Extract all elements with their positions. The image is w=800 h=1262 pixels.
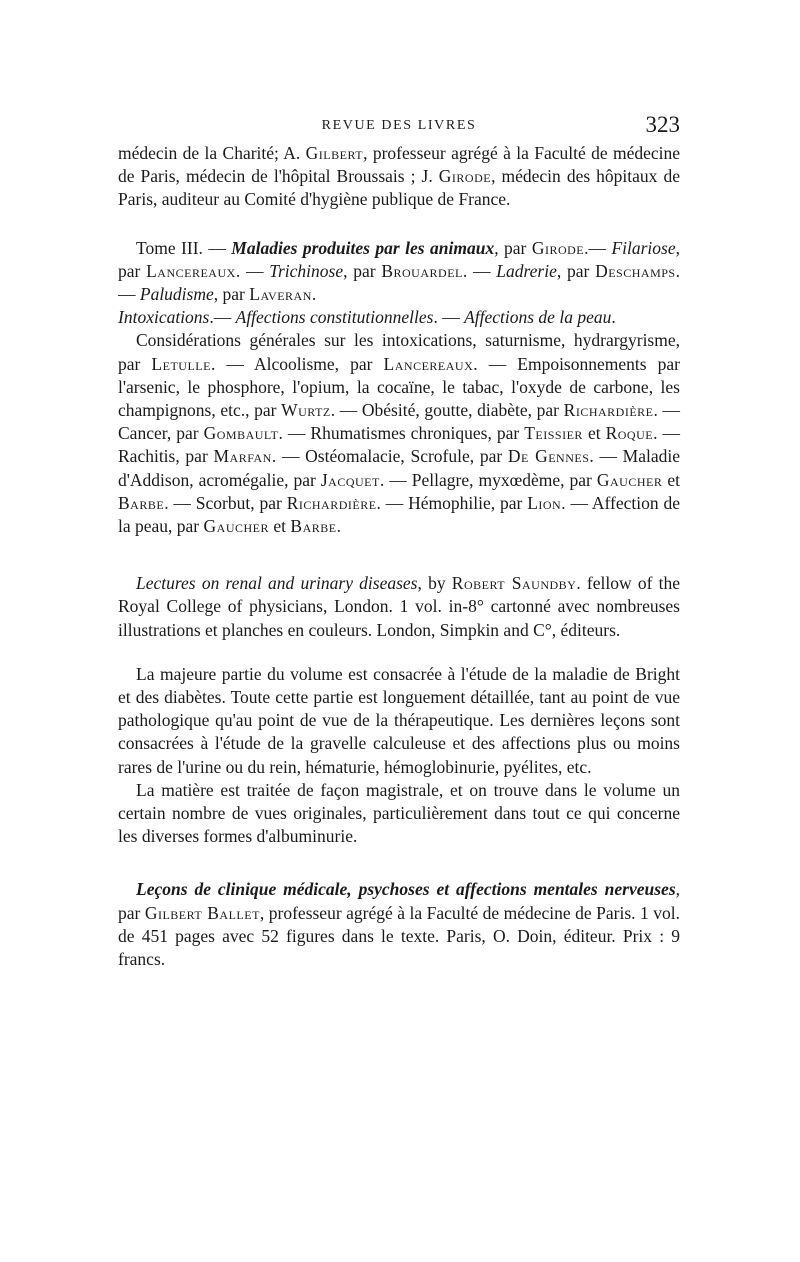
section-title: Intoxications: [118, 307, 210, 328]
review-body-paragraph: La majeure partie du volume est consacrée à l'étude de la maladie de Bright et des diabètes. Toute cette partie est longuement détaillée, tant au point de vue pathologique qu'au point de vue de la thérapeutique. Les dernières leçons sont consacrées à l'étude de la gravelle calculeuse et des affections plus ou moins rares de l'urine ou du rein, hématurie, hémoglobinurie, pyélites, etc.: [118, 663, 680, 777]
section-title: Affections de la peau: [464, 307, 612, 328]
author-name: De Gennes: [507, 446, 590, 467]
author-name: Lancereaux: [146, 260, 236, 281]
author-name: Brouardel: [381, 260, 463, 281]
author-name: Teissier: [524, 423, 583, 444]
author-name: Letulle: [151, 353, 211, 374]
page-number: 323: [645, 112, 680, 137]
topic-title: Ladrerie: [496, 260, 557, 281]
topic-title: Paludisme: [139, 284, 214, 305]
author-name: Robert Saundby: [451, 573, 577, 594]
author-name: Girode: [531, 237, 585, 258]
author-name: Gaucher: [596, 469, 663, 490]
review-heading-ballet: Leçons de clinique médicale, psychoses et affections mentales nerveuses, par Gilbert Ballet, professeur agrégé à la Faculté de médecine de Paris. 1 vol. de 451 pages avec 52 figures dans le texte. Paris, O. Doin, éditeur. Prix : 9 francs.: [118, 879, 680, 970]
author-name: Gombault: [203, 423, 279, 444]
author-name: Jacquet: [320, 469, 380, 490]
topic-title: Filariose: [611, 237, 676, 258]
book-title: Lectures on renal and urinary diseases: [136, 573, 418, 594]
page-header: [118, 112, 680, 142]
topic-title: Trichinose: [269, 260, 344, 281]
author-name: Barbe: [118, 492, 165, 513]
tome-three-paragraph: Tome III. — Maladies produites par les animaux, par Girode.— Filariose, par Lancereaux. — Trichinose, par Brouardel. — Ladrerie, par Deschamps. — Paludisme, par Laveran. Intoxications.— Affections constitutionnelles. — Affections de la peau.: [118, 237, 680, 328]
author-name: Gilbert Ballet: [144, 902, 260, 923]
section-title: Affections constitutionnelles: [235, 307, 434, 328]
author-name: Gilbert: [305, 143, 364, 163]
author-name: Deschamps: [595, 260, 676, 281]
author-name: Richardière: [286, 492, 377, 513]
intro-paragraph: médecin de la Charité; A. Gilbert, professeur agrégé à la Faculté de médecine de Paris, médecin de l'hôpital Broussais ; J. Girode, médecin des hôpitaux de Paris, auditeur au Comité d'hygiène publique de France.: [118, 143, 681, 210]
author-name: Lion: [527, 492, 562, 513]
author-name: Roque: [605, 423, 654, 444]
review-heading-saundby: Lectures on renal and urinary diseases, by Robert Saundby. fellow of the Royal College of physicians, London. 1 vol. in-8° cartonné avec nombreuses illustrations et planches en couleurs. London, Simpkin and C°, éditeurs.: [118, 573, 680, 640]
author-name: Richardière: [563, 400, 654, 421]
review-body-paragraph: La matière est traitée de façon magistrale, et on trouve dans le volume un certain nombre de vues originales, particulièrement dans tout ce qui concerne les diverses formes d'albuminurie.: [118, 779, 680, 847]
book-page: [118, 112, 680, 971]
author-name: Laveran: [249, 284, 312, 305]
author-name: Barbe: [290, 516, 337, 537]
author-name: Wurtz: [281, 400, 331, 421]
section-title: Maladies produites par les animaux: [231, 237, 495, 258]
running-title: REVUE DES LIVRES: [321, 118, 477, 133]
considerations-paragraph: Considérations générales sur les intoxications, saturnisme, hydrargyrisme, par Letulle. — Alcoolisme, par Lancereaux. — Empoisonnements par l'arsenic, le phosphore, l'opium, la cocaïne, le tabac, l'oxyde de carbone, les champignons, etc., par Wurtz. — Obésité, goutte, diabète, par Richardière. — Cancer, par Gombault. — Rhumatismes chroniques, par Teissier et Roque. — Rachitis, par Marfan. — Ostéomalacie, Scrofule, par De Gennes. — Maladie d'Addison, acromégalie, par Jacquet. — Pellagre, myxœdème, par Gaucher et Barbe. — Scorbut, par Richardière. — Hémophilie, par Lion. — Affection de la peau, par Gaucher et Barbe.: [118, 330, 681, 537]
author-name: Girode: [438, 166, 492, 187]
author-name: Gaucher: [203, 516, 269, 537]
author-name: Marfan: [213, 446, 272, 467]
book-title: Leçons de clinique médicale, psychoses et affections mentales nerveuses: [136, 879, 676, 900]
author-name: Lancereaux: [383, 353, 474, 374]
